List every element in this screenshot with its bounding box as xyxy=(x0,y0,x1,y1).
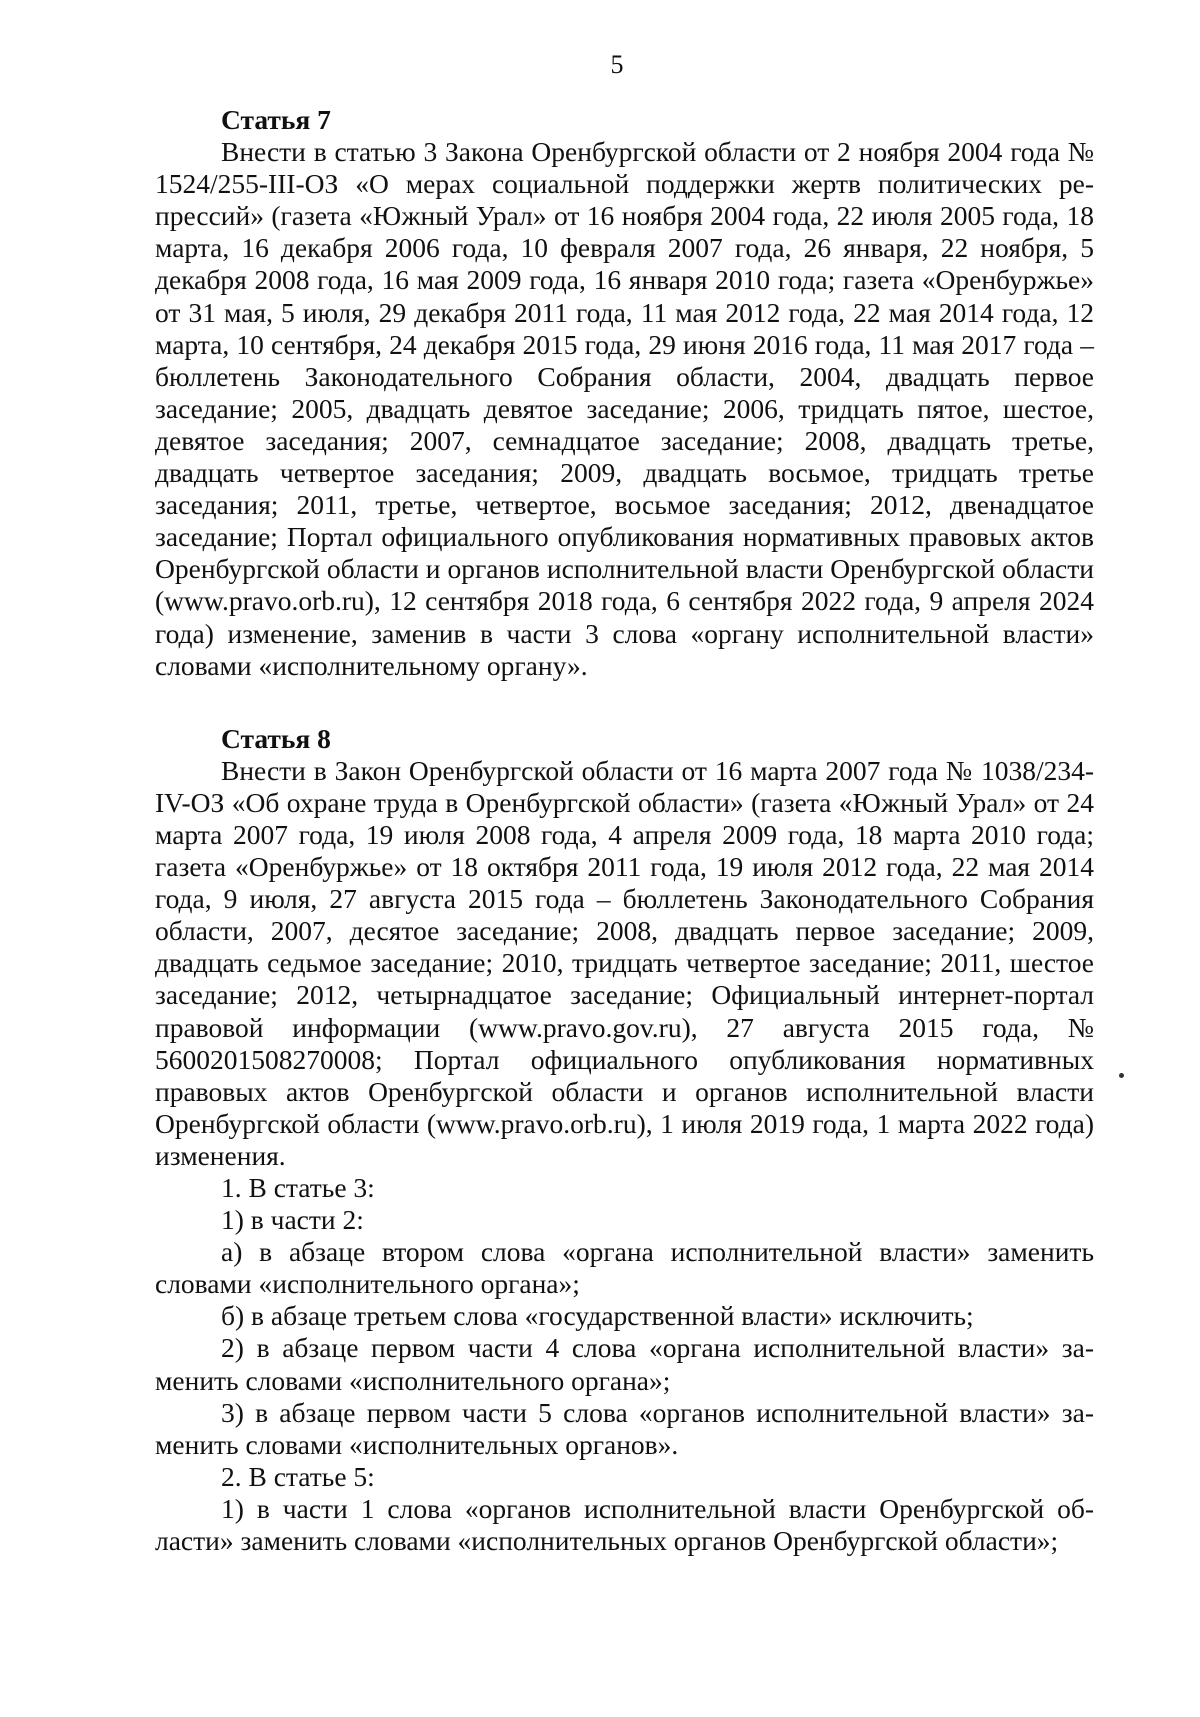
article-8-item: 2) в абзаце первом части 4 слова «органа исполнительной власти» заменить словами «исполнительного органа»; xyxy=(155,1332,1094,1396)
article-8-item: 3) в абзаце первом части 5 слова «органов исполнительной власти» заменить словами «исполнительных органов». xyxy=(155,1396,1094,1460)
article-8-item: 2. В статье 5: xyxy=(221,1460,375,1492)
article-8-item: 1. В статье 3: xyxy=(221,1172,375,1203)
article-7-body: Внести в статью 3 Закона Оренбургской области от 2 ноября 2004 года № 1524/255-III-ОЗ «О мерах социальной поддержки жертв политических репрессий» (газета «Южный Урал» от 16 ноября 2004 года, 22 июля 2005 года, 18 марта, 16 декабря 2006 года, 10 февраля 2007 года, 26 января, 22 ноября, 5 декабря 2008 года, 16 мая 2009 года, 16 января 2010 года; газета «Оренбуржье» от 31 мая, 5 июля, 29 декабря 2011 года, 11 мая 2012 года, 22 мая 2014 года, 12 марта, 10 сентября, 24 декабря 2015 года, 29 июня 2016 года, 11 мая 2017 года – бюллетень Законодательного Собрания области, 2004, двадцать первое заседание; 2005, двадцать девятое заседание; 2006, тридцать пятое, шестое, девятое заседания; 2007, семнадцатое заседание; 2008, двадцать третье, двадцать четвертое заседания; 2009, двадцать восьмое, тридцать третье заседания; 2011, третье, четвертое, восьмое заседания; 2012, двенадцатое заседание; Портал официального опубликования нормативных правовых актов Оренбургской области и органов исполнительной власти Оренбургской области (www.pravo.orb.ru), 12 сентября 2018 года, 6 сентября 2022 года, 9 апреля 2024 года) изменение, заменив в части 3 слова «органу исполнительной власти» словами «исполнительному органу». xyxy=(155,136,1094,681)
document-body xyxy=(155,104,1094,1557)
section-spacer xyxy=(155,682,1094,723)
article-8-title: Статья 8 xyxy=(221,722,331,754)
article-8-item: б) в абзаце третьем слова «государственной власти» исключить; xyxy=(221,1300,974,1332)
page-number: 5 xyxy=(610,50,624,79)
scan-speck xyxy=(1119,1073,1124,1078)
article-8-item: 1) в части 1 слова «органов исполнительной власти Оренбургской области» заменить словами «исполнительных органов Оренбургской области»; xyxy=(155,1492,1094,1557)
article-8-item: а) в абзаце втором слова «органа исполнительной власти» заменить словами «исполнительного органа»; xyxy=(155,1236,1094,1300)
article-8-intro: Внести в Закон Оренбургской области от 16 марта 2007 года № 1038/234-IV-ОЗ «Об охране труда в Оренбургской области» (газета «Южный Урал» от 24 марта 2007 года, 19 июля 2008 года, 4 апреля 2009 года, 18 марта 2010 года; газета «Оренбуржье» от 18 октября 2011 года, 19 июля 2012 года, 22 мая 2014 года, 9 июля, 27 августа 2015 года – бюллетень Законодательного Собрания области, 2007, десятое заседание; 2008, двадцать первое заседание; 2009, двадцать седьмое заседание; 2010, тридцать четвертое заседание; 2011, шестое заседание; 2012, четырнадцатое заседание; Официальный интернет-портал правовой информации (www.pravo.gov.ru), 27 августа 2015 года, № 5600201508270008; Портал официального опубликования нормативных правовых актов Оренбургской области и органов исполнительной власти Оренбургской области (www.pravo.orb.ru), 1 июля 2019 года, 1 марта 2022 года) изменения. xyxy=(155,754,1094,1171)
article-8 xyxy=(155,723,1094,1557)
article-8-item: 1) в части 2: xyxy=(221,1204,364,1236)
article-7-title: Статья 7 xyxy=(221,104,331,135)
article-7 xyxy=(155,104,1094,682)
